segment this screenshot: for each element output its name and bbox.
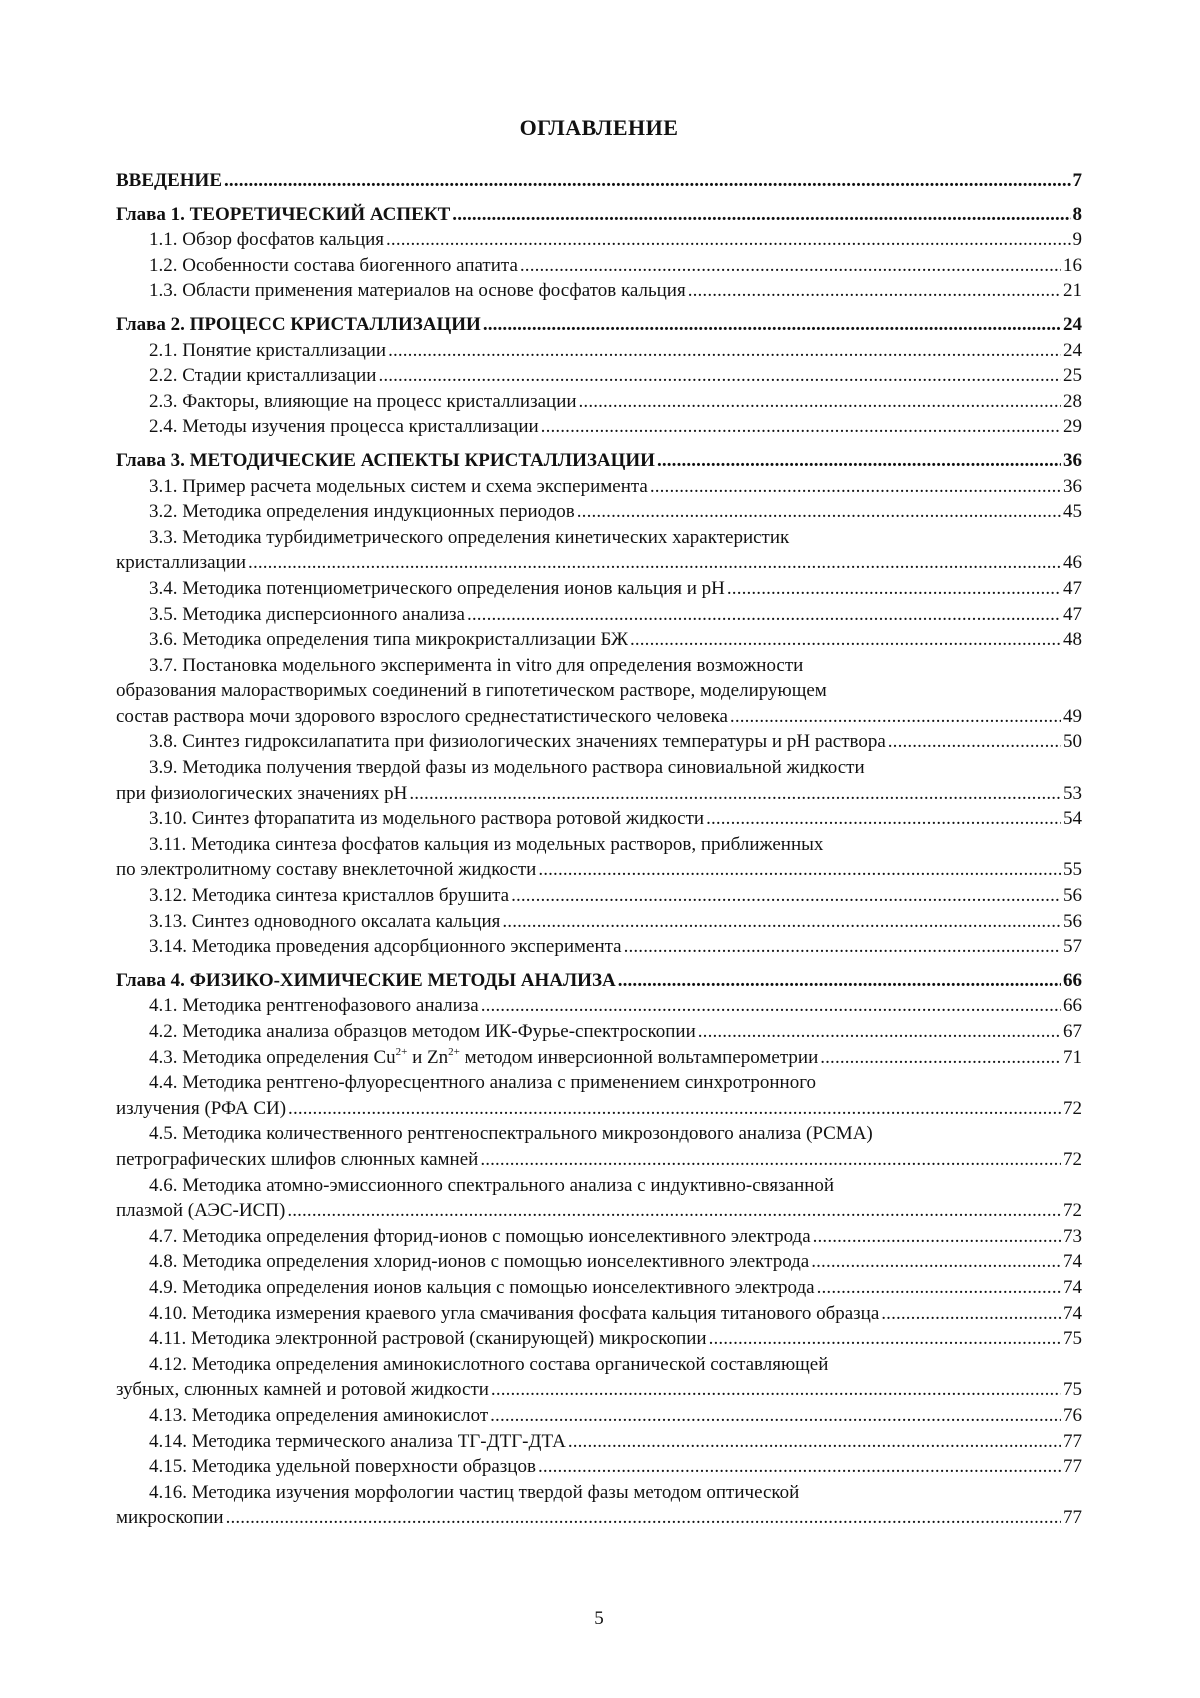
leader-dots [467, 602, 1061, 628]
leader-dots [577, 499, 1061, 525]
leader-dots [881, 1301, 1061, 1327]
leader-dots [226, 1505, 1061, 1531]
leader-dots [650, 474, 1061, 500]
toc-entry-chapter-3[interactable]: Глава 3. МЕТОДИЧЕСКИЕ АСПЕКТЫ КРИСТАЛЛИЗАЦИИ . . . 36 [116, 448, 1082, 474]
toc-entry-3-12[interactable]: 3.12. Методика синтеза кристаллов брушита . . . 56 [116, 883, 1082, 909]
toc-entry-2-2[interactable]: 2.2. Стадии кристаллизации . . . 25 [116, 363, 1082, 389]
leader-dots [491, 1377, 1061, 1403]
toc-entry-4-6[interactable]: 4.6. Методика атомно-эмиссионного спектрального анализа с индуктивно-связанной плазмой (АЭС-ИСП) . . . 72 [116, 1173, 1082, 1224]
toc-entry-chapter-2[interactable]: Глава 2. ПРОЦЕСС КРИСТАЛЛИЗАЦИИ . . . 24 [116, 312, 1082, 338]
toc-entry-intro[interactable]: ВВЕДЕНИЕ . . . 7 [116, 168, 1082, 194]
leader-dots [698, 1019, 1061, 1045]
leader-dots [288, 1096, 1061, 1122]
leader-dots [452, 202, 1070, 228]
toc-entry-2-1[interactable]: 2.1. Понятие кристаллизации . . . 24 [116, 338, 1082, 364]
toc-entry-3-9[interactable]: 3.9. Методика получения твердой фазы из модельного раствора синовиальной жидкости при физиологических значениях pH . . . 53 [116, 755, 1082, 806]
leader-dots [287, 1198, 1061, 1224]
leader-dots [813, 1224, 1061, 1250]
toc-entry-3-14[interactable]: 3.14. Методика проведения адсорбционного эксперимента . . . 57 [116, 934, 1082, 960]
toc-entry-3-1[interactable]: 3.1. Пример расчета модельных систем и схема эксперимента . . . 36 [116, 474, 1082, 500]
leader-dots [888, 729, 1061, 755]
leader-dots [624, 934, 1061, 960]
toc-entry-4-8[interactable]: 4.8. Методика определения хлорид-ионов с помощью ионселективного электрода . . . 74 [116, 1249, 1082, 1275]
leader-dots [511, 883, 1061, 909]
toc-entry-2-4[interactable]: 2.4. Методы изучения процесса кристаллизации . . . 29 [116, 414, 1082, 440]
toc-entry-3-2[interactable]: 3.2. Методика определения индукционных периодов . . . 45 [116, 499, 1082, 525]
leader-dots [224, 168, 1071, 194]
toc-entry-4-16[interactable]: 4.16. Методика изучения морфологии частиц твердой фазы методом оптической микроскопии . . . 77 [116, 1480, 1082, 1531]
toc-entry-1-2[interactable]: 1.2. Особенности состава биогенного апатита . . . 16 [116, 253, 1082, 279]
toc-entry-4-9[interactable]: 4.9. Методика определения ионов кальция с помощью ионселективного электрода . . . 74 [116, 1275, 1082, 1301]
leader-dots [820, 1045, 1061, 1071]
leader-dots [618, 968, 1061, 994]
leader-dots [568, 1429, 1061, 1455]
leader-dots [657, 448, 1061, 474]
toc-entry-4-11[interactable]: 4.11. Методика электронной растровой (сканирующей) микроскопии . . . 75 [116, 1326, 1082, 1352]
leader-dots [706, 806, 1061, 832]
leader-dots [817, 1275, 1061, 1301]
toc-entry-4-15[interactable]: 4.15. Методика удельной поверхности образцов . . . 77 [116, 1454, 1082, 1480]
leader-dots [579, 389, 1061, 415]
toc-entry-3-7[interactable]: 3.7. Постановка модельного эксперимента in vitro для определения возможности образования малорастворимых соединений в гипотетическом растворе, моделирующем состав раствора мочи здорового взрослого среднестатистического человека . . . 49 [116, 653, 1082, 730]
toc-entry-3-8[interactable]: 3.8. Синтез гидроксилапатита при физиологических значениях температуры и pH раствора . . . 50 [116, 729, 1082, 755]
leader-dots [490, 1403, 1061, 1429]
leader-dots [388, 338, 1061, 364]
toc-entry-3-6[interactable]: 3.6. Методика определения типа микрокристаллизации БЖ . . . 48 [116, 627, 1082, 653]
toc-entry-3-13[interactable]: 3.13. Синтез одноводного оксалата кальция . . . 56 [116, 909, 1082, 935]
leader-dots [520, 253, 1061, 279]
toc-entry-4-10[interactable]: 4.10. Методика измерения краевого угла смачивания фосфата кальция титанового образца . . . 74 [116, 1301, 1082, 1327]
toc-entry-4-5[interactable]: 4.5. Методика количественного рентгеноспектрального микрозондового анализа (РСМА) петрографических шлифов слюнных камней . . . 72 [116, 1121, 1082, 1172]
leader-dots [480, 1147, 1061, 1173]
leader-dots [502, 909, 1061, 935]
toc-entry-2-3[interactable]: 2.3. Факторы, влияющие на процесс кристаллизации . . . 28 [116, 389, 1082, 415]
toc-entry-3-5[interactable]: 3.5. Методика дисперсионного анализа . . . 47 [116, 602, 1082, 628]
toc-entry-4-2[interactable]: 4.2. Методика анализа образцов методом ИК-Фурье-спектроскопии . . . 67 [116, 1019, 1082, 1045]
table-of-contents [116, 168, 1082, 1531]
toc-entry-4-3[interactable]: 4.3. Методика определения $Cu^{2+}$ и $Zn^{2+}$ методом инверсионной вольтамперометрии . . . 71 [116, 1045, 1082, 1071]
leader-dots [538, 1454, 1061, 1480]
toc-entry-4-13[interactable]: 4.13. Методика определения аминокислот . . . 76 [116, 1403, 1082, 1429]
leader-dots [709, 1326, 1061, 1352]
leader-dots [630, 627, 1061, 653]
leader-dots [386, 227, 1070, 253]
toc-entry-3-3[interactable]: 3.3. Методика турбидиметрического определения кинетических характеристик кристаллизации . . . 46 [116, 525, 1082, 576]
leader-dots [727, 576, 1061, 602]
leader-dots [538, 857, 1061, 883]
toc-entry-4-4[interactable]: 4.4. Методика рентгено-флуоресцентного анализа с применением синхротронного излучения (РФА СИ) . . . 72 [116, 1070, 1082, 1121]
toc-entry-4-1[interactable]: 4.1. Методика рентгенофазового анализа . . . 66 [116, 993, 1082, 1019]
leader-dots [730, 704, 1061, 730]
toc-entry-3-11[interactable]: 3.11. Методика синтеза фосфатов кальция из модельных растворов, приближенных по электролитному составу внеклеточной жидкости . . . 55 [116, 832, 1082, 883]
toc-entry-chapter-4[interactable]: Глава 4. ФИЗИКО-ХИМИЧЕСКИЕ МЕТОДЫ АНАЛИЗА . . . 66 [116, 968, 1082, 994]
toc-entry-1-3[interactable]: 1.3. Области применения материалов на основе фосфатов кальция . . . 21 [116, 278, 1082, 304]
toc-entry-chapter-1[interactable]: Глава 1. ТЕОРЕТИЧЕСКИЙ АСПЕКТ . . . 8 [116, 202, 1082, 228]
toc-entry-3-4[interactable]: 3.4. Методика потенциометрического определения ионов кальция и pH . . . 47 [116, 576, 1082, 602]
toc-entry-4-12[interactable]: 4.12. Методика определения аминокислотного состава органической составляющей зубных, слюнных камней и ротовой жидкости . . . 75 [116, 1352, 1082, 1403]
leader-dots [378, 363, 1061, 389]
leader-dots [248, 550, 1061, 576]
leader-dots [688, 278, 1061, 304]
toc-entry-4-7[interactable]: 4.7. Методика определения фторид-ионов с помощью ионселективного электрода . . . 73 [116, 1224, 1082, 1250]
leader-dots [481, 993, 1061, 1019]
toc-entry-3-10[interactable]: 3.10. Синтез фторапатита из модельного раствора ротовой жидкости . . . 54 [116, 806, 1082, 832]
toc-entry-4-14[interactable]: 4.14. Методика термического анализа ТГ-ДТГ-ДТА . . . 77 [116, 1429, 1082, 1455]
leader-dots [541, 414, 1061, 440]
leader-dots [811, 1249, 1061, 1275]
page-number: 5 [594, 1608, 604, 1629]
leader-dots [483, 312, 1061, 338]
leader-dots [409, 781, 1061, 807]
toc-entry-1-1[interactable]: 1.1. Обзор фосфатов кальция . . . 9 [116, 227, 1082, 253]
page-title: ОГЛАВЛЕНИЕ [519, 115, 679, 140]
